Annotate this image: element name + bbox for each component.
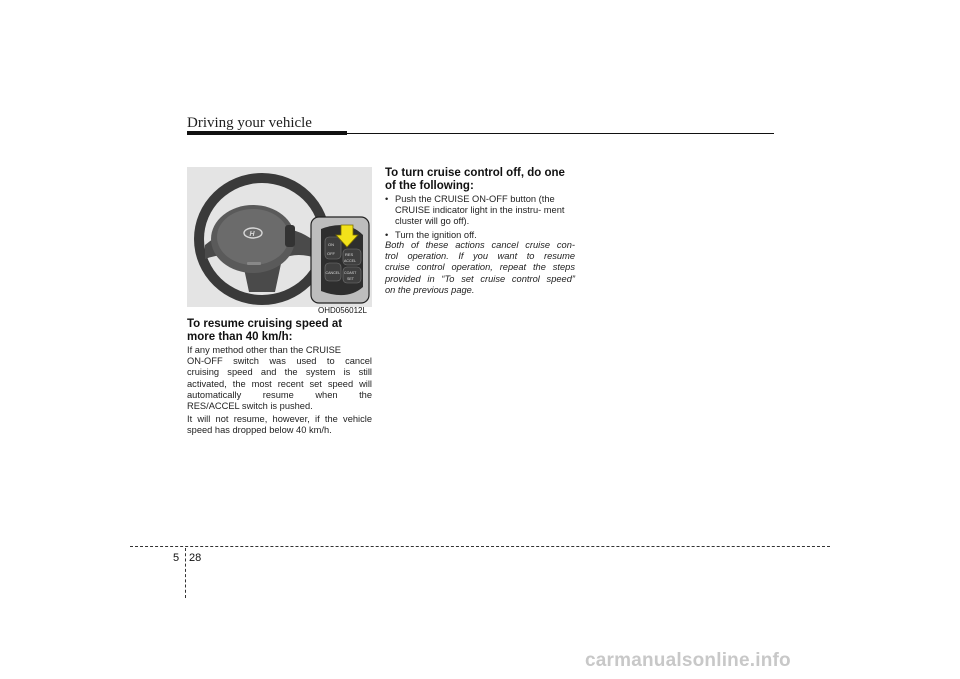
resume-paragraph-2	[187, 414, 372, 436]
footer-vertical-divider	[185, 548, 186, 598]
svg-text:ON: ON	[328, 242, 334, 247]
steering-wheel-icon	[187, 167, 372, 307]
bullet-icon: •	[385, 229, 389, 240]
resume-heading-line2: more than 40 km/h:	[187, 331, 293, 343]
text-line: speed has dropped below 40 km/h.	[187, 425, 332, 436]
page-number: 28	[189, 552, 202, 564]
text-line: If any method other than the CRUISE	[187, 345, 341, 355]
text-line: cruise control operation, repeat the steps	[385, 262, 575, 273]
cruise-off-note	[385, 240, 575, 296]
list-item	[385, 194, 575, 228]
text-line: It will not resume, however, if the vehicle	[187, 414, 372, 424]
svg-text:H: H	[249, 231, 255, 238]
header-rule-thin	[347, 133, 774, 134]
text-line: automatically resume when the	[187, 389, 372, 400]
svg-text:SET: SET	[347, 277, 354, 281]
section-title: Driving your vehicle	[187, 115, 312, 131]
figure-code: OHD056012L	[318, 306, 367, 315]
text-line: trol operation. If you want to resume	[385, 251, 575, 262]
text-line: Both of these actions cancel cruise con-	[385, 240, 575, 250]
cruise-off-heading-line2: of the following:	[385, 180, 474, 192]
cruise-off-heading-line1: To turn cruise control off, do one	[385, 167, 565, 179]
text-line: cruising speed and the system is still	[187, 367, 372, 378]
text-line: provided in “To set cruise control speed”	[385, 273, 575, 284]
chapter-number: 5	[173, 552, 180, 564]
cruise-off-heading	[385, 167, 585, 193]
resume-heading	[187, 318, 377, 344]
resume-heading-line1: To resume cruising speed at	[187, 318, 343, 330]
header-rule-thick	[187, 131, 347, 135]
footer-divider	[130, 546, 830, 547]
steering-wheel-figure	[187, 167, 372, 307]
text-line: activated, the most recent set speed will	[187, 378, 372, 389]
list-item-text: Push the CRUISE ON-OFF button (the CRUISE indicator light in the instru- ment cluster will go off).	[395, 194, 565, 227]
svg-text:RES: RES	[345, 252, 354, 257]
svg-text:OFF: OFF	[327, 251, 335, 256]
svg-text:COAST: COAST	[344, 271, 357, 275]
bullet-icon: •	[385, 194, 389, 204]
resume-paragraph-1	[187, 345, 372, 412]
watermark: carmanualsonline.info	[585, 650, 791, 671]
text-line: on the previous page.	[385, 284, 475, 295]
cruise-off-list	[385, 194, 575, 243]
text-line: ON-OFF switch was used to cancel	[187, 356, 372, 367]
svg-text:CANCEL: CANCEL	[325, 271, 341, 275]
list-item-text: Turn the ignition off.	[395, 229, 477, 240]
text-line: RES/ACCEL switch is pushed.	[187, 401, 313, 412]
svg-text:ACCEL: ACCEL	[344, 259, 356, 263]
